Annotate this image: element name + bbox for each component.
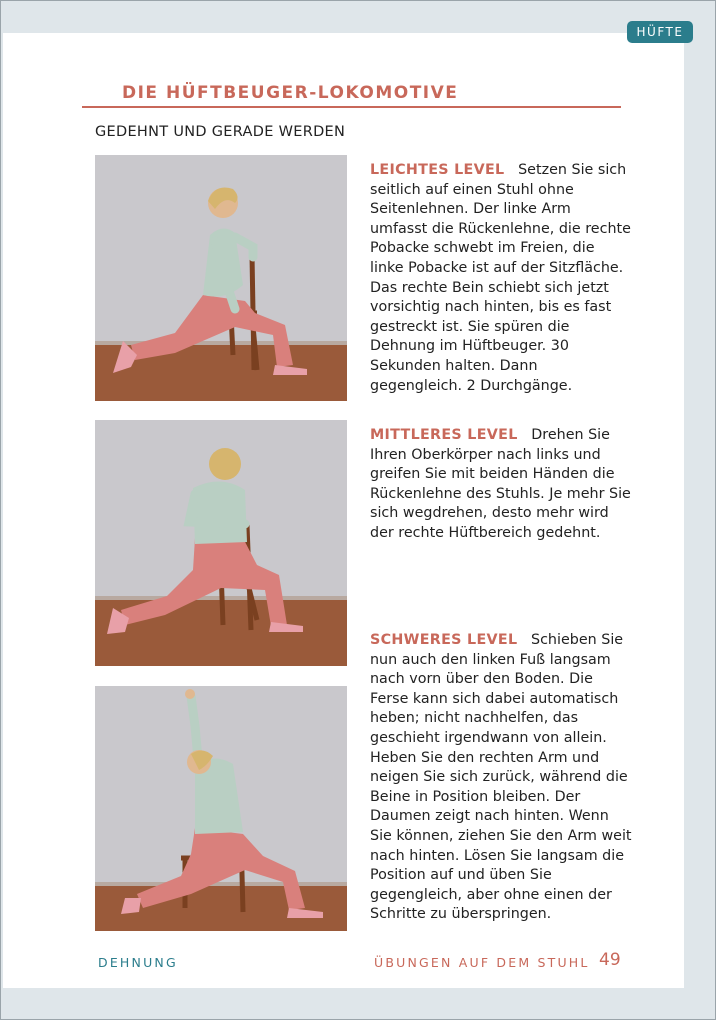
level-label-medium: MITTLERES LEVEL (370, 427, 518, 443)
page-number: 49 (599, 950, 621, 970)
footer-chapter-label: ÜBUNGEN AUF DEM STUHL (374, 955, 590, 970)
page-subtitle: GEDEHNT UND GERADE WERDEN (95, 124, 346, 140)
exercise-text-hard (370, 631, 632, 925)
title-rule (82, 106, 621, 108)
exercise-photo-hard (95, 686, 347, 931)
exercise-text-medium (370, 426, 632, 544)
level-label-easy: LEICHTES LEVEL (370, 162, 505, 178)
exercise-photo-medium (95, 420, 347, 666)
level-description-medium: Drehen Sie Ihren Oberkörper nach links und greifen Sie mit beiden Händen die Rückenlehne des Stuhls. Je mehr Sie sich wegdrehen, desto mehr wird der rechte Hüftbereich gedehnt. (370, 427, 631, 541)
level-description-easy: Setzen Sie sich seitlich auf einen Stuhl ohne Seitenlehnen. Der linke Arm umfasst die Rückenlehne, die rechte Pobacke schwebt im Freien, die linke Pobacke ist auf der Sitzfläche. Das rechte Bein schiebt sich jetzt vorsichtig nach hinten, bis es fast gestreckt ist. Sie spüren die Dehnung im Hüftbeuger. 30 Sekunden halten. Dann gegengleich. 2 Durchgänge. (370, 162, 631, 394)
section-tab: HÜFTE (627, 21, 693, 43)
exercise-photo-easy (95, 155, 347, 401)
level-description-hard: Schieben Sie nun auch den linken Fuß langsam nach vorn über den Boden. Die Ferse kann sich dabei automatisch heben; nicht nachhelfen, das geschieht irgendwann von allein. Heben Sie den rechten Arm und neigen Sie sich zurück, während die Beine in Position bleiben. Der Daumen zeigt nach hinten. Wenn Sie können, ziehen Sie den Arm weit nach hinten. Lösen Sie langsam die Position auf und üben Sie gegengleich, aber ohne einen der Schritte zu überspringen. (370, 632, 632, 923)
footer-section-label: DEHNUNG (98, 955, 178, 970)
page-title: DIE HÜFTBEUGER-LOKOMOTIVE (122, 83, 459, 103)
level-label-hard: SCHWERES LEVEL (370, 632, 518, 648)
exercise-text-easy (370, 161, 632, 396)
